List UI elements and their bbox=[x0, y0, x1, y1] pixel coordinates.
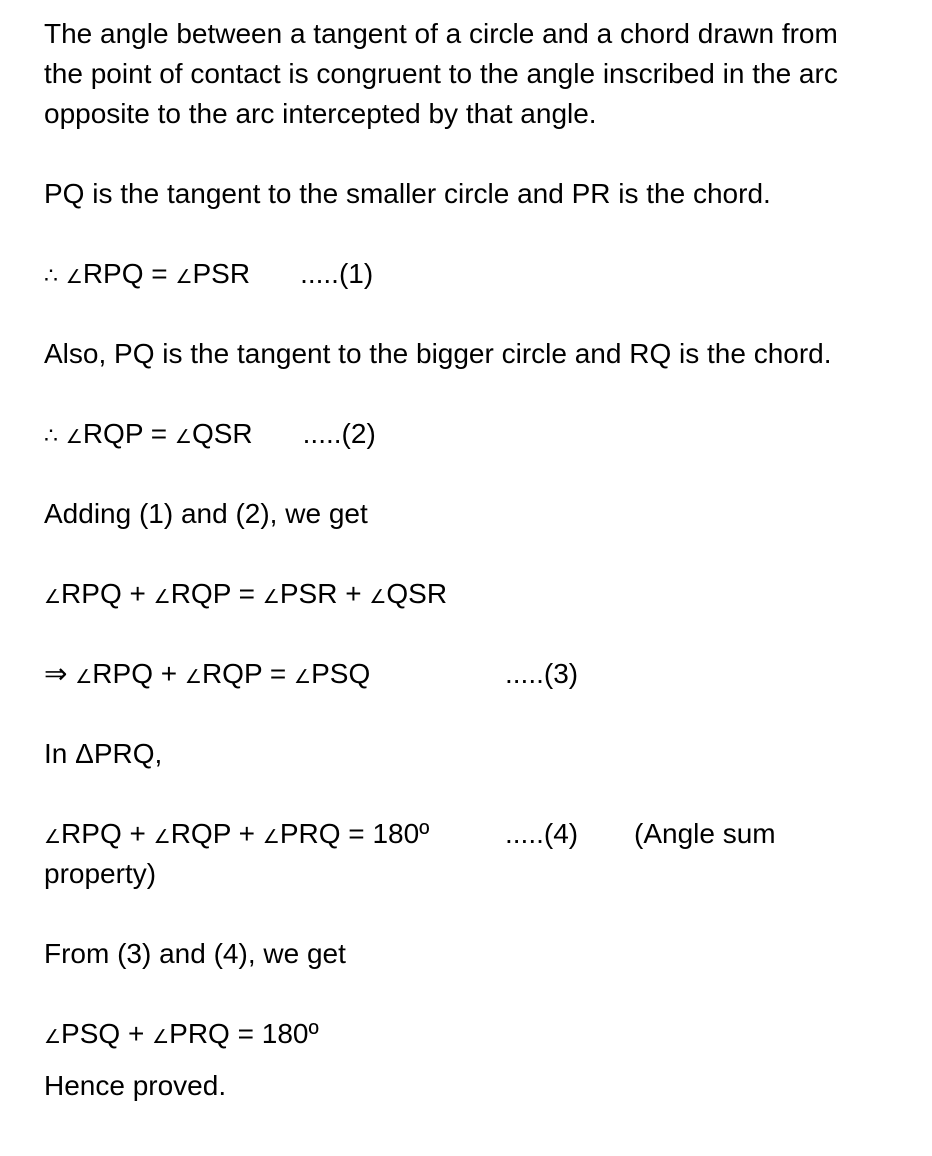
angle-symbol: ∠ bbox=[184, 667, 202, 688]
plus-sign: + bbox=[152, 658, 185, 689]
angle-label: PSR bbox=[279, 578, 338, 609]
plus-sign: + bbox=[120, 1018, 153, 1049]
angle-symbol: ∠ bbox=[174, 427, 192, 448]
angle-label: RPQ bbox=[61, 818, 122, 849]
angle-label: PSQ bbox=[311, 658, 371, 689]
statement-adding: Adding (1) and (2), we get bbox=[44, 498, 368, 529]
equals-sign: = bbox=[230, 578, 263, 609]
statement-triangle: In ΔPRQ, bbox=[44, 738, 163, 769]
angle-label: RPQ bbox=[82, 258, 144, 289]
equation-4 bbox=[44, 814, 429, 858]
angle-symbol: ∠ bbox=[369, 587, 387, 608]
equation-sum bbox=[44, 574, 447, 618]
angle-symbol: ∠ bbox=[44, 827, 62, 848]
angle-label: PSR bbox=[192, 258, 251, 289]
equation-3 bbox=[44, 654, 370, 698]
equation-ref: .....(1) bbox=[300, 258, 374, 289]
statement-smaller-circle: PQ is the tangent to the smaller circle and PR is the chord. bbox=[44, 178, 771, 209]
theorem-line-3: opposite to the arc intercepted by that angle. bbox=[44, 98, 597, 129]
angle-label: PRQ bbox=[169, 1018, 230, 1049]
angle-label: QSR bbox=[191, 418, 253, 449]
equation-ref: .....(4) bbox=[505, 818, 579, 849]
equals-value: = 180º bbox=[229, 1018, 319, 1049]
theorem-line-2: the point of contact is congruent to the angle inscribed in the arc bbox=[44, 58, 838, 89]
angle-sum-note-continued: property) bbox=[44, 858, 157, 889]
angle-symbol: ∠ bbox=[65, 427, 83, 448]
angle-label: PSQ bbox=[61, 1018, 121, 1049]
angle-label: RQP bbox=[201, 658, 263, 689]
angle-symbol: ∠ bbox=[262, 587, 280, 608]
angle-symbol: ∠ bbox=[175, 267, 193, 288]
equation-2 bbox=[44, 414, 376, 458]
equals-sign: = bbox=[262, 658, 295, 689]
angle-symbol: ∠ bbox=[262, 827, 280, 848]
conclusion: Hence proved. bbox=[44, 1070, 227, 1101]
statement-from-3-4: From (3) and (4), we get bbox=[44, 938, 346, 969]
plus-sign: + bbox=[121, 578, 154, 609]
equation-ref: .....(3) bbox=[505, 658, 579, 689]
plus-sign: + bbox=[230, 818, 263, 849]
therefore-symbol: ∴ bbox=[44, 263, 58, 288]
theorem-line-1: The angle between a tangent of a circle and a chord drawn from bbox=[44, 18, 838, 49]
statement-bigger-circle: Also, PQ is the tangent to the bigger circle and RQ is the chord. bbox=[44, 338, 832, 369]
equals-value: = 180º bbox=[340, 818, 430, 849]
angle-symbol: ∠ bbox=[75, 667, 93, 688]
angle-symbol: ∠ bbox=[153, 587, 171, 608]
angle-label: QSR bbox=[386, 578, 448, 609]
angle-symbol: ∠ bbox=[44, 1027, 62, 1048]
angle-label: PRQ bbox=[279, 818, 341, 849]
angle-label: RPQ bbox=[61, 578, 122, 609]
angle-symbol: ∠ bbox=[294, 667, 312, 688]
angle-symbol: ∠ bbox=[153, 827, 171, 848]
plus-sign: + bbox=[337, 578, 370, 609]
angle-symbol: ∠ bbox=[152, 1027, 170, 1048]
angle-label: RPQ bbox=[92, 658, 153, 689]
plus-sign: + bbox=[121, 818, 154, 849]
equation-1 bbox=[44, 254, 373, 298]
equation-ref: .....(2) bbox=[302, 418, 376, 449]
angle-label: RQP bbox=[170, 578, 231, 609]
equation-final bbox=[44, 1014, 319, 1058]
equals-sign: = bbox=[143, 258, 176, 289]
angle-sum-note: (Angle sum bbox=[634, 818, 776, 849]
angle-symbol: ∠ bbox=[44, 587, 62, 608]
therefore-symbol: ∴ bbox=[44, 423, 58, 448]
implies-symbol: ⇒ bbox=[44, 658, 68, 689]
angle-label: RQP bbox=[82, 418, 143, 449]
equals-sign: = bbox=[143, 418, 175, 449]
angle-symbol: ∠ bbox=[65, 267, 83, 288]
angle-label: RQP bbox=[170, 818, 231, 849]
